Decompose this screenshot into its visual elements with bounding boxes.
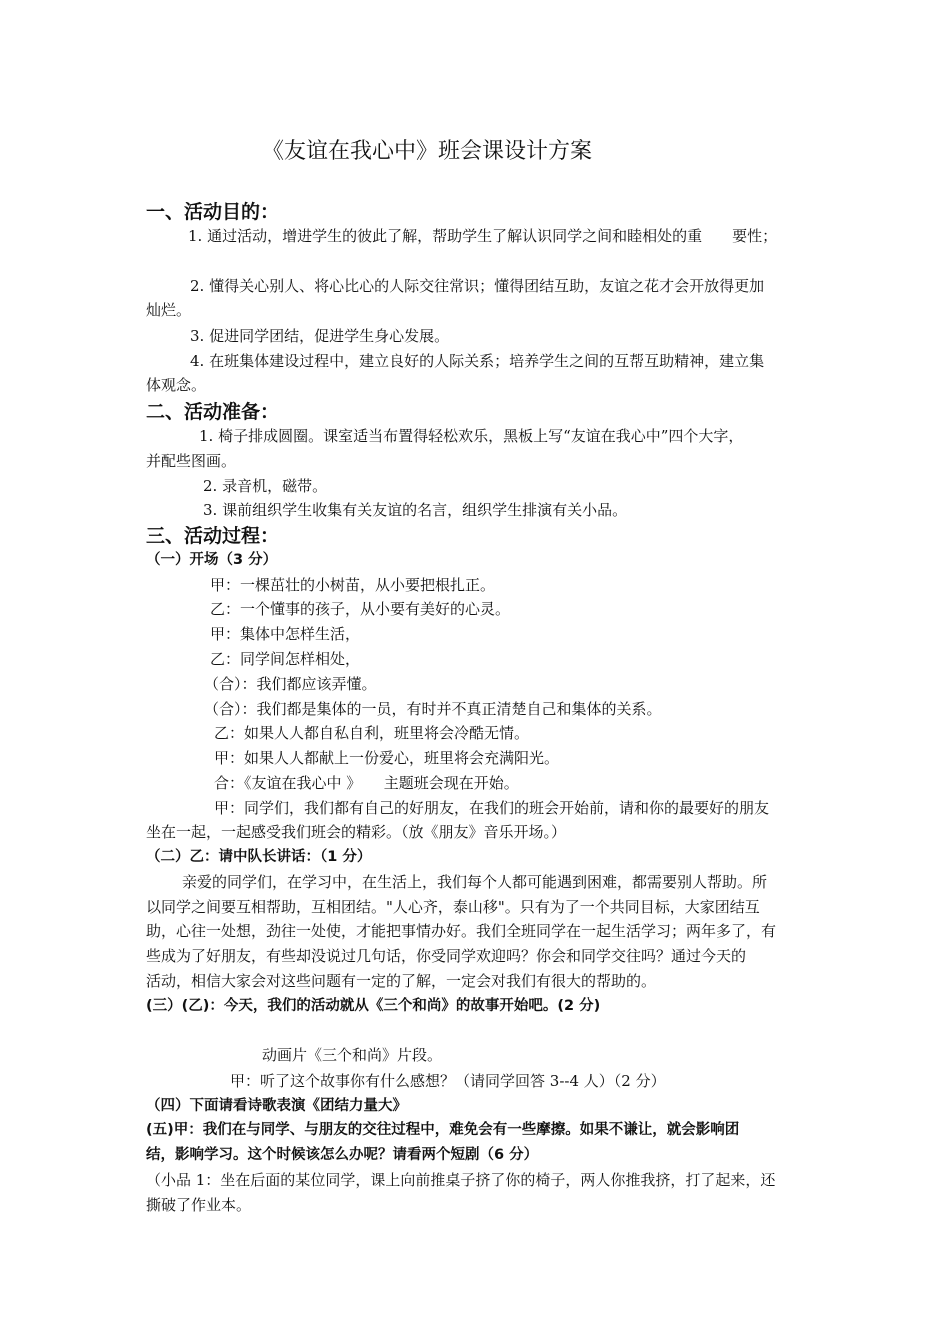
purpose-item-3: 3. 促进同学团结，促进学生身心发展。 bbox=[190, 327, 450, 345]
prep-item-3: 3. 课前组织学生收集有关友谊的名言，组织学生排演有关小品。 bbox=[203, 501, 628, 519]
part3-heading: (三）(乙)：今天，我们的活动就从《三个和尚》的故事开始吧。(2 分) bbox=[146, 998, 601, 1014]
dialogue-line: 合：《友谊在我心中 》 主题班会现在开始。 bbox=[214, 774, 519, 792]
speech-line: 亲爱的同学们，在学习中，在生活上，我们每个人都可能遇到困难，都需要别人帮助。所 bbox=[182, 873, 768, 891]
section-heading-preparation: 二、活动准备： bbox=[146, 401, 280, 423]
prep-item-1: 1. 椅子排成圆圈。课室适当布置得轻松欢乐，黑板上写“友谊在我心中”四个大字， bbox=[199, 427, 744, 445]
part5-heading: (五)甲：我们在与同学、与朋友的交往过程中，难免会有一些摩擦。如果不谦让，就会影响团 bbox=[146, 1122, 740, 1138]
purpose-item-4: 4. 在班集体建设过程中，建立良好的人际关系；培养学生之间的互帮互助精神，建立集 bbox=[190, 352, 765, 370]
dialogue-line: 甲：一棵茁壮的小树苗，从小要把根扎正。 bbox=[210, 576, 496, 594]
speech-line: 以同学之间要互相帮助，互相团结。"人心齐，泰山移"。只有为了一个共同目标，大家团结互 bbox=[146, 898, 760, 916]
purpose-item-4-cont: 体观念。 bbox=[146, 376, 207, 394]
part4-heading: （四）下面请看诗歌表演《团结力量大》 bbox=[146, 1098, 407, 1114]
speech-line: 些成为了好朋友，有些却没说过几句话，你受同学欢迎吗？你会和同学交往吗？通过今天的 bbox=[146, 947, 747, 965]
dialogue-line: 乙：一个懂事的孩子，从小要有美好的心灵。 bbox=[210, 600, 511, 618]
dialogue-line: 乙：如果人人都自私自利，班里将会冷酷无情。 bbox=[214, 724, 530, 742]
dialogue-line: 坐在一起，一起感受我们班会的精彩。（放《朋友》音乐开场。） bbox=[146, 823, 567, 841]
skit-line: 撕破了作业本。 bbox=[146, 1196, 252, 1214]
part5-heading-cont: 结，影响学习。这个时候该怎么办呢？请看两个短剧（6 分） bbox=[146, 1147, 539, 1163]
section-heading-process: 三、活动过程： bbox=[146, 525, 280, 547]
page-title: 《友谊在我心中》班会课设计方案 bbox=[262, 139, 593, 164]
part1-heading: （一）开场（3 分） bbox=[146, 552, 278, 568]
prep-item-2: 2. 录音机，磁带。 bbox=[203, 477, 328, 495]
speech-line: 助，心往一处想，劲往一处使，才能把事情办好。我们全班同学在一起生活学习；两年多了，有 bbox=[146, 922, 777, 940]
part3-line: 动画片《三个和尚》片段。 bbox=[262, 1046, 443, 1064]
dialogue-line: 甲：同学们，我们都有自己的好朋友，在我们的班会开始前，请和你的最要好的朋友 bbox=[214, 799, 770, 817]
purpose-item-1: 1. 通过活动，增进学生的彼此了解，帮助学生了解认识同学之间和睦相处的重 要性； bbox=[188, 227, 778, 245]
dialogue-line: 乙：同学间怎样相处， bbox=[210, 650, 361, 668]
skit-line: （小品 1：坐在后面的某位同学，课上向前推桌子挤了你的椅子，两人你推我挤，打了起来，还 bbox=[146, 1171, 776, 1189]
part3-line: 甲：听了这个故事你有什么感想？（请同学回答 3--4 人）（2 分） bbox=[230, 1072, 666, 1090]
section-heading-purpose: 一、活动目的： bbox=[146, 201, 280, 223]
dialogue-line: 甲：集体中怎样生活， bbox=[210, 625, 361, 643]
part2-heading: （二）乙：请中队长讲话：（1 分） bbox=[146, 849, 372, 865]
prep-item-1-cont: 并配些图画。 bbox=[146, 452, 237, 470]
purpose-item-2-cont: 灿烂。 bbox=[146, 301, 192, 319]
dialogue-line: （合）：我们都应该弄懂。 bbox=[204, 675, 377, 693]
purpose-item-2: 2. 懂得关心别人、将心比心的人际交往常识；懂得团结互助，友谊之花才会开放得更加 bbox=[190, 277, 765, 295]
dialogue-line: 甲：如果人人都献上一份爱心，班里将会充满阳光。 bbox=[214, 749, 560, 767]
speech-line: 活动，相信大家会对这些问题有一定的了解，一定会对我们有很大的帮助的。 bbox=[146, 972, 657, 990]
dialogue-line: （合）：我们都是集体的一员，有时并不真正清楚自己和集体的关系。 bbox=[204, 700, 662, 718]
